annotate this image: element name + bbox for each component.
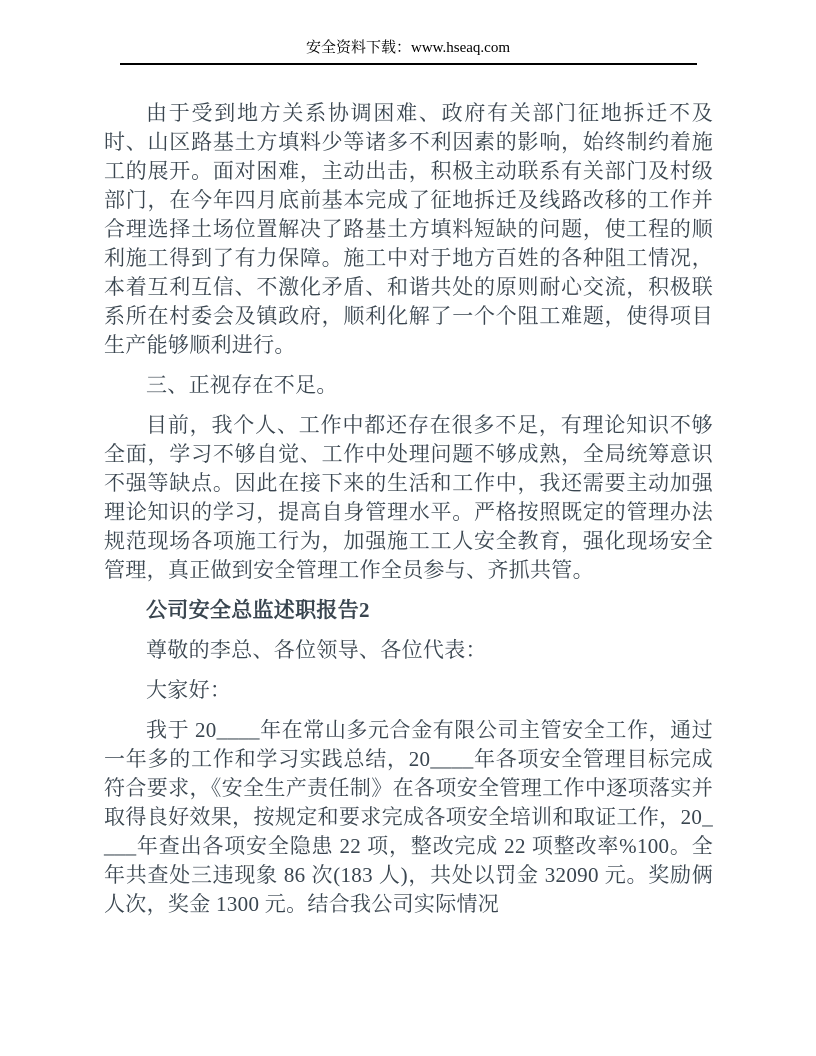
header-label: 安全资料下载：	[305, 40, 411, 56]
para-greeting: 大家好：	[146, 678, 232, 702]
para-construction-difficulties: 由于受到地方关系协调困难、政府有关部门征地拆迁不及时、山区路基土方填料少等诸多不利因素的影响，始终制约着施工的展开。面对困难，主动出击，积极主动联系有关部门及村级部门，在今年四月底前基本完成了征地拆迁及线路改移的工作并合理选择土场位置解决了路基土方填料短缺的问题，使工程的顺利施工得到了有力保障。施工中对于地方百姓的各种阻工情况，本着互利互信、不激化矛盾、和谐共处的原则耐心交流，积极联系所在村委会及镇政府，顺利化解了一个个阻工难题，使得项目生产能够顺利进行。	[104, 101, 713, 357]
header-url: www.hseaq.com	[411, 40, 511, 56]
section-heading-three: 三、正视存在不足。	[146, 373, 338, 397]
para-salutation: 尊敬的李总、各位领导、各位代表：	[146, 638, 487, 662]
document-body	[0, 65, 816, 919]
page-header	[120, 0, 697, 65]
para-shortcomings: 目前，我个人、工作中都还存在很多不足，有理论知识不够全面，学习不够自觉、工作中处理问题不够成熟，全局统筹意识不强等缺点。因此在接下来的生活和工作中，我还需要主动加强理论知识的学习，提高自身管理水平。严格按照既定的管理办法规范现场各项施工行为，加强施工工人安全教育，强化现场安全管理，真正做到安全管理工作全员参与、齐抓共管。	[104, 413, 713, 582]
report-2-title: 公司安全总监述职报告2	[146, 598, 370, 622]
para-work-summary: 我于 20____年在常山多元合金有限公司主管安全工作，通过一年多的工作和学习实践总结，20____年各项安全管理目标完成符合要求，《安全生产责任制》在各项安全管理工作中逐项落实并取得良好效果，按规定和要求完成各项安全培训和取证工作，20____年查出各项安全隐患 22 项，整改完成 22 项整改率%100。全年共查处三违现象 86 次(183 人)，共处以罚金 32090 元。奖励俩人次，奖金 1300 元。结合我公司实际情况	[104, 718, 713, 916]
